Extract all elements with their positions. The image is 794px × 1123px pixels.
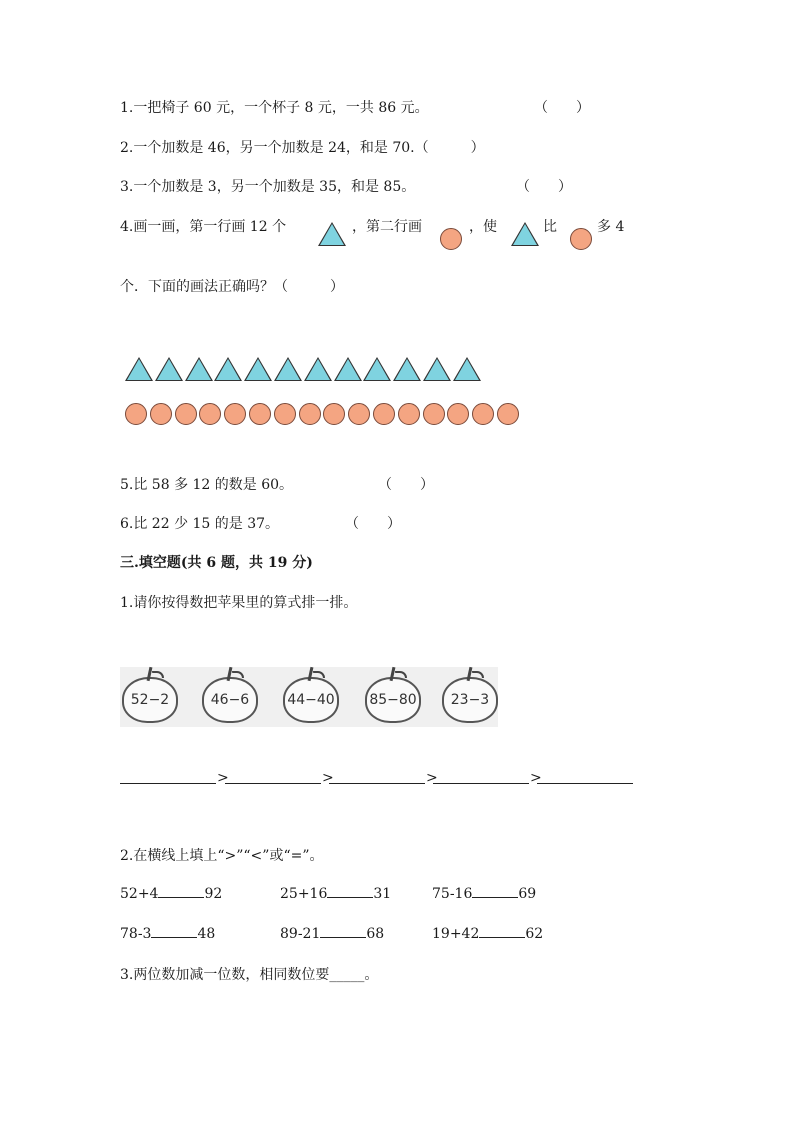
compare-item [280,925,384,942]
compare-left: 78-3 [120,926,152,942]
compare-blank[interactable] [472,885,518,898]
gt-sign: > [426,770,438,786]
question-3: 3.一个加数是 3，另一个加数是 35，和是 85。 [120,179,416,195]
question-4-part-a: 4.画一画，第一行画 12 个 [120,219,287,235]
apple-icon [122,677,178,723]
compare-blank[interactable] [327,885,373,898]
compare-right: 69 [518,886,537,902]
triangle-icon [304,357,332,381]
triangle-icon [185,357,213,381]
circle-icon [274,403,296,425]
question-4-line2: 个．下面的画法正确吗？（ ） [120,279,344,295]
triangle-icon [453,357,481,381]
apple-expression: 46−6 [210,692,250,708]
fill-question-2: 2.在横线上填上“>”“<”或“=”。 [120,848,324,864]
apple-icon [202,677,258,723]
question-2: 2.一个加数是 46，另一个加数是 24，和是 70.（ ） [120,140,485,156]
compare-left: 52+4 [120,886,159,902]
circle-icon [423,403,445,425]
order-blank-3[interactable] [329,783,425,784]
circle-icon [348,403,370,425]
circle-icon [175,403,197,425]
triangle-icon [423,357,451,381]
compare-item [120,925,215,942]
triangle-icon [214,357,242,381]
triangle-icon [334,357,362,381]
order-blank-5[interactable] [537,783,633,784]
compare-blank[interactable] [320,925,366,938]
apple-icon [442,677,498,723]
circle-icon [398,403,420,425]
question-4-part-b: ，第二行画 [352,219,422,235]
circle-icon [125,403,147,425]
order-blank-4[interactable] [433,783,529,784]
question-5: 5.比 58 多 12 的数是 60。 [120,477,294,493]
circle-icon [447,403,469,425]
circle-row [125,403,525,427]
compare-item [280,885,391,902]
compare-blank[interactable] [479,925,525,938]
compare-left: 75-16 [432,886,473,902]
apple-expression: 52−2 [130,692,170,708]
circle-icon [497,403,519,425]
section-heading: 三.填空题(共 6 题，共 19 分) [120,555,313,571]
circle-icon [440,228,462,250]
answer-paren-5[interactable]: （ ） [378,477,434,493]
question-4-part-c: ，使 [469,219,497,235]
triangle-icon [274,357,302,381]
apple-strip [120,667,498,727]
answer-paren-1[interactable]: （ ） [534,100,590,116]
compare-blank[interactable] [151,925,197,938]
compare-blank[interactable] [158,885,204,898]
apple-expression: 85−80 [369,692,417,708]
circle-icon [373,403,395,425]
circle-icon [199,403,221,425]
compare-right: 31 [373,886,392,902]
circle-icon [299,403,321,425]
compare-right: 48 [197,926,216,942]
compare-right: 68 [366,926,385,942]
answer-paren-6[interactable]: （ ） [345,516,401,532]
order-blank-2[interactable] [225,783,321,784]
triangle-icon [318,222,346,246]
question-4-part-e: 多 4 [597,219,625,235]
question-6: 6.比 22 少 15 的是 37。 [120,516,280,532]
circle-icon [249,403,271,425]
compare-left: 89-21 [280,926,321,942]
circle-icon [570,228,592,250]
apple-icon [283,677,339,723]
apple-expression: 23−3 [450,692,490,708]
circle-icon [224,403,246,425]
triangle-icon [363,357,391,381]
fill-question-1: 1.请你按得数把苹果里的算式排一排。 [120,595,358,611]
answer-paren-3[interactable]: （ ） [516,179,572,195]
compare-right: 92 [204,886,223,902]
triangle-icon [511,222,539,246]
fill-question-3: 3.两位数加减一位数，相同数位要_____。 [120,967,379,983]
compare-right: 62 [525,926,544,942]
triangle-icon [125,357,153,381]
circle-icon [472,403,494,425]
compare-item [432,885,536,902]
order-blank-1[interactable] [120,783,216,784]
circle-icon [150,403,172,425]
triangle-row [125,356,485,382]
compare-item [432,925,543,942]
triangle-icon [393,357,421,381]
gt-sign: > [530,770,542,786]
compare-left: 25+16 [280,886,328,902]
question-1: 1.一把椅子 60 元，一个杯子 8 元，一共 86 元。 [120,100,429,116]
triangle-icon [155,357,183,381]
compare-left: 19+42 [432,926,480,942]
apple-icon [365,677,421,723]
triangle-icon [244,357,272,381]
gt-sign: > [217,770,229,786]
gt-sign: > [322,770,334,786]
circle-icon [323,403,345,425]
apple-expression: 44−40 [287,692,335,708]
compare-item [120,885,222,902]
question-4-part-d: 比 [543,219,557,235]
